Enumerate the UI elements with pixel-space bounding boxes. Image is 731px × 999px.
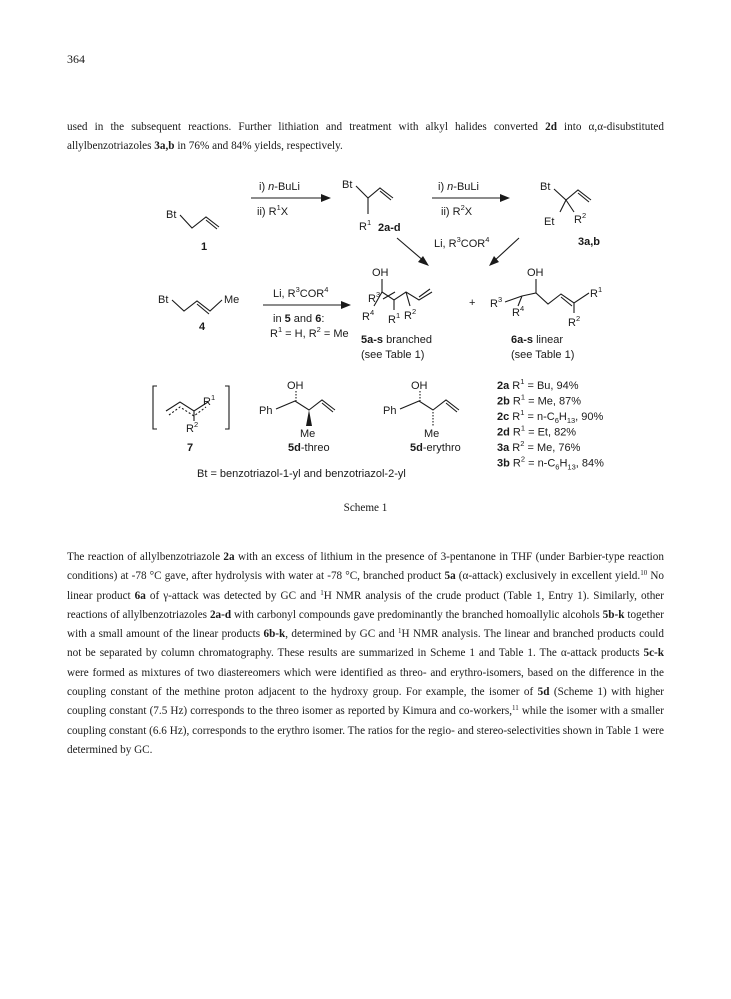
oh-label: OH <box>411 380 428 392</box>
superscript: 11 <box>512 704 519 713</box>
condition-line-2: $R^1 = H$, $R^2 = Me$ <box>270 325 349 340</box>
text-run: with an excess of lithium in the presence of 3-pentanone in THF (under Barbier-type reaction conditions) at -78 °C gave, after hydrolysis with water at -78 °C, branched product <box>67 551 664 583</box>
arrow-3 <box>263 285 351 340</box>
text-run: used in the subsequent reactions. Further lithiation and treatment with alkyl halides converted <box>67 121 546 133</box>
superscript: 1 <box>398 627 402 636</box>
r3-label: $R^3$ <box>490 295 503 310</box>
yield-entry: 3b $R^2 = n-C_6H_{13}$, 84% <box>497 454 604 472</box>
et-label: Et <box>544 216 555 228</box>
step2-reagent-2: ii) $R^2X$ <box>441 203 473 218</box>
r2-label: $R^2$ <box>568 314 581 329</box>
ph-label: Ph <box>259 405 273 417</box>
barbier-arrows <box>397 235 519 266</box>
r2-label: $R^2$ <box>186 420 199 435</box>
bt-label: Bt <box>158 294 169 306</box>
text-run: H NMR analysis. The linear and branched products could not be separated by column chromatography. These results are summarized in Scheme 1 and Table 1. The α-attack products <box>67 628 664 660</box>
r1-label: $R^1$ <box>590 285 603 300</box>
compound-ref: 5d <box>537 686 550 699</box>
compound-5d-threo-structure <box>259 380 335 454</box>
r4-label: $R^4$ <box>362 308 375 323</box>
arrow3-reagent: Li, $R^3COR^4$ <box>273 285 329 300</box>
text-run: of γ-attack was detected by GC and <box>145 589 321 602</box>
compound-7-label: 7 <box>187 442 194 454</box>
see-table-6: (see Table 1) <box>511 349 575 361</box>
text-run: together with a small amount of the linear products <box>67 608 664 641</box>
compound-ref: 6a <box>134 589 146 602</box>
compound-5as-structure <box>361 267 432 361</box>
yield-entry: 3a $R^2 = Me$, 76% <box>497 439 581 454</box>
yield-entry: 2c $R^1 = n-C_6H_{13}$, 90% <box>497 408 604 425</box>
compound-5as-label: 5a-s branched <box>361 334 432 346</box>
yields-list <box>497 377 604 472</box>
compound-4-structure <box>158 294 239 333</box>
oh-label: OH <box>287 380 304 392</box>
text-run: while the isomer with a smaller coupling constant (6.6 Hz), corresponds to the erythro isomer. The ratios for the regio- and stereo-selectivities shown in Table 1 were determined by GC. <box>67 705 664 756</box>
r3-label: $R^3$ <box>368 290 381 305</box>
bt-label: Bt <box>540 181 551 193</box>
compound-1-label: 1 <box>201 241 208 253</box>
compound-5d-threo-label: 5d-threo <box>288 442 330 454</box>
barbier-reagent: Li, $R^3COR^4$ <box>434 235 490 250</box>
compound-2ad-label: 2a-d <box>378 222 401 234</box>
compound-3ab-label: 3a,b <box>578 236 601 248</box>
compound-5d-erythro-structure <box>383 380 461 454</box>
compound-ref: 3a,b <box>154 140 175 153</box>
arrow-2 <box>432 181 510 218</box>
r1-label: $R^1$ <box>203 393 216 408</box>
step2-reagent-1: i) n-BuLi <box>438 181 479 193</box>
bt-label: Bt <box>166 209 177 221</box>
compound-3ab-structure <box>540 181 600 248</box>
text-run: , determined by GC and <box>285 628 399 641</box>
bt-label: Bt <box>342 179 353 191</box>
ph-label: Ph <box>383 405 397 417</box>
compound-ref: 2d <box>545 121 557 133</box>
page-number: 364 <box>67 52 85 66</box>
compound-6as-label: 6a-s linear <box>511 334 563 346</box>
step1-reagent-2: ii) $R^1X$ <box>257 203 289 218</box>
compound-ref: 2a-d <box>209 608 232 621</box>
see-table-5: (see Table 1) <box>361 349 425 361</box>
text-run: into α,α-disubstituted allylbenzotriazoles <box>67 121 664 153</box>
yield-entry: 2a $R^1 = Bu$, 94% <box>497 377 579 392</box>
scheme-caption: Scheme 1 <box>343 502 388 514</box>
compound-5d-erythro-label: 5d-erythro <box>410 442 461 454</box>
compound-ref: 5a <box>444 570 456 583</box>
body-paragraph <box>67 548 664 760</box>
text-run: in 76% and 84% yields, respectively. <box>174 140 343 153</box>
r1-label: $R^1$ <box>359 218 372 233</box>
compound-2ad-structure <box>342 179 401 234</box>
r2-label: $R^2$ <box>404 307 417 322</box>
superscript: 10 <box>640 569 648 578</box>
compound-ref: 5b-k <box>602 608 625 621</box>
r2-label: $R^2$ <box>574 211 587 226</box>
text-run: No linear product <box>67 570 664 602</box>
step1-reagent-1: i) n-BuLi <box>259 181 300 193</box>
text-run: with carbonyl compounds gave predominantly the branched homoallylic alcohols <box>231 608 603 621</box>
compound-ref: 2a <box>223 551 235 563</box>
oh-label: OH <box>527 267 544 279</box>
me-label: Me <box>424 428 440 440</box>
text-run: H NMR analysis of the crude product (Table 1, Entry 1). Similarly, other reactions of allylbenzotriazoles <box>67 589 664 621</box>
me-label: Me <box>224 294 240 306</box>
yield-entry: 2d $R^1 = Et$, 82% <box>497 423 577 439</box>
r4-label: $R^4$ <box>512 304 525 319</box>
compound-6as-structure <box>490 267 602 361</box>
r1-label: $R^1$ <box>388 311 401 326</box>
text-run: (α-attack) exclusively in excellent yield. <box>455 570 641 583</box>
text-run: were formed as mixtures of two diastereomers which were identified as threo- and erythro-isomers, based on the difference in the coupling constant of the methine proton adjacent to the hydroxy group. For example, the isomer of <box>67 666 664 699</box>
compound-7-structure <box>153 386 229 454</box>
superscript: 1 <box>320 588 324 597</box>
arrow-1 <box>251 181 331 218</box>
text-run: The reaction of allylbenzotriazole <box>67 551 224 563</box>
compound-ref: 6b-k <box>263 628 286 641</box>
plus-sign: + <box>469 297 476 309</box>
compound-1-structure <box>166 209 219 253</box>
me-label: Me <box>300 428 316 440</box>
text-run: (Scheme 1) with higher coupling constant (7.5 Hz) corresponds to the threo isomer as reported by Kimura and co-workers, <box>67 686 664 718</box>
compound-4-label: 4 <box>199 321 206 333</box>
compound-ref: 5c-k <box>643 647 664 660</box>
condition-line-1: in 5 and 6: <box>273 313 325 325</box>
yield-entry: 2b $R^1 = Me$, 87% <box>497 392 581 408</box>
oh-label: OH <box>372 267 389 279</box>
bt-definition: Bt = benzotriazol-1-yl and benzotriazol-2-yl <box>197 468 406 480</box>
